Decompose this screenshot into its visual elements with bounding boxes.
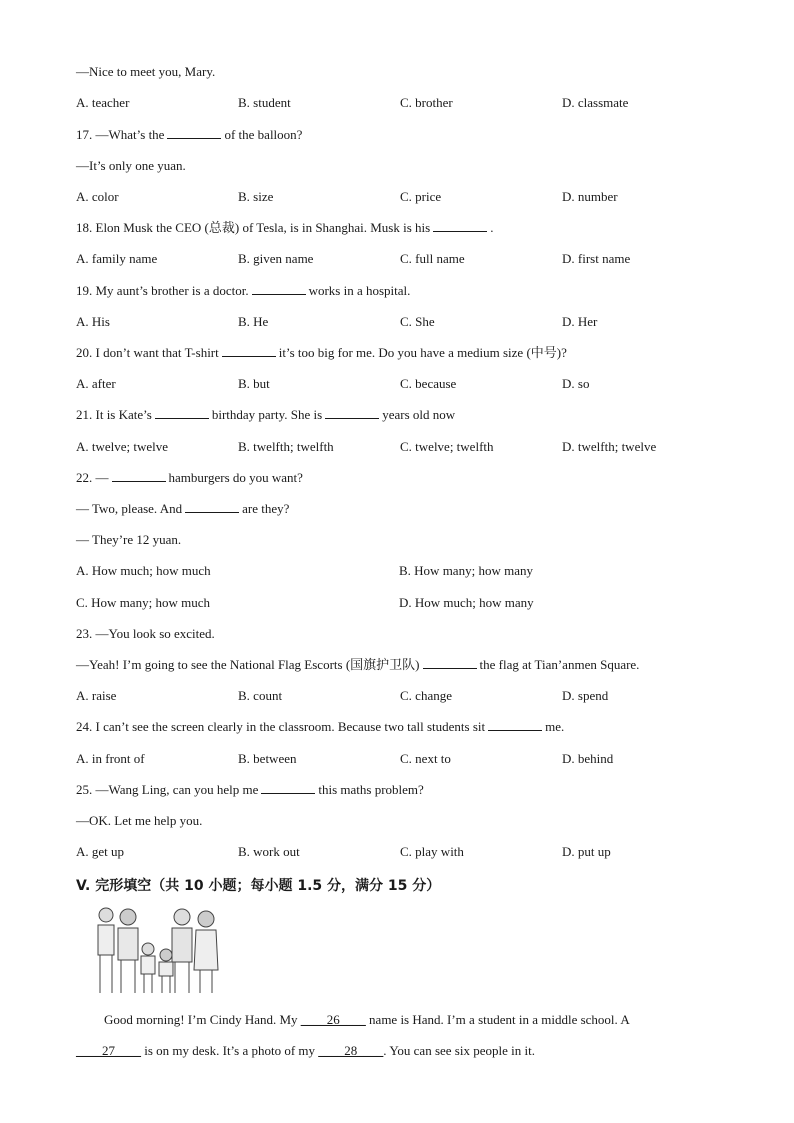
q18-options	[76, 251, 736, 267]
passage-l1-pre: Good morning! I’m Cindy Hand. My	[104, 1012, 301, 1027]
q19-blank	[252, 283, 306, 295]
q19-text-post: works in a hospital.	[308, 283, 411, 298]
q22-blank-1	[112, 470, 166, 482]
q19-options	[76, 314, 736, 330]
q19-question	[76, 283, 410, 299]
blank-28: ____28____	[318, 1043, 384, 1058]
q17-option-a[interactable]: A. color	[76, 189, 119, 204]
q25-text-pre: 25. —Wang Ling, can you help me	[76, 782, 259, 797]
q21-option-d[interactable]: D. twelfth; twelve	[562, 439, 657, 454]
q25-option-d[interactable]: D. put up	[562, 844, 611, 859]
q24-text-post: me.	[545, 719, 565, 734]
q25-option-a[interactable]: A. get up	[76, 844, 125, 859]
q23-option-a[interactable]: A. raise	[76, 688, 117, 703]
section-v-heading: V. 完形填空（共 10 小题；每小题 1.5 分，满分 15 分）	[76, 878, 441, 894]
q22-option-b[interactable]: B. How many; how many	[399, 563, 533, 578]
passage-line-2	[76, 1043, 535, 1059]
q17-text-post: of the balloon?	[224, 127, 303, 142]
q22-question	[76, 470, 303, 486]
passage-l2-post: . You can see six people in it.	[383, 1043, 535, 1058]
blank-27: ____27____	[76, 1043, 141, 1058]
q20-text-post: it’s too big for me. Do you have a medium size (中号)?	[278, 345, 567, 360]
q17-option-d[interactable]: D. number	[562, 189, 618, 204]
q24-option-b[interactable]: B. between	[238, 751, 297, 766]
q20-option-d[interactable]: D. so	[562, 376, 590, 391]
q21-option-c[interactable]: C. twelve; twelfth	[400, 439, 494, 454]
q17-options	[76, 189, 736, 205]
q24-question	[76, 719, 564, 735]
q16-reply: —Nice to meet you, Mary.	[76, 64, 216, 79]
q22-reply-2: — They’re 12 yuan.	[76, 532, 182, 547]
q21-blank-2	[325, 407, 379, 419]
q23-options	[76, 688, 736, 704]
q23-option-b[interactable]: B. count	[238, 688, 283, 703]
q17-text-pre: 17. —What’s the	[76, 127, 165, 142]
q18-option-b[interactable]: B. given name	[238, 251, 314, 266]
q24-option-a[interactable]: A. in front of	[76, 751, 145, 766]
q21-text-pre: 21. It is Kate’s	[76, 407, 152, 422]
q23-reply-post: the flag at Tian’anmen Square.	[479, 657, 640, 672]
q22-reply1-post: are they?	[242, 501, 290, 516]
family-photo-illustration	[92, 905, 220, 997]
blank-26: ____26____	[300, 1012, 366, 1027]
q16-option-b[interactable]: B. student	[238, 95, 291, 110]
q23-reply	[76, 657, 639, 673]
q24-text-pre: 24. I can’t see the screen clearly in the classroom. Because two tall students sit	[76, 719, 486, 734]
q22-option-c[interactable]: C. How many; how much	[76, 595, 210, 610]
q20-text-pre: 20. I don’t want that T-shirt	[76, 345, 219, 360]
passage-line-1	[104, 1012, 630, 1028]
q21-option-a[interactable]: A. twelve; twelve	[76, 439, 169, 454]
q22-option-d[interactable]: D. How much; how many	[399, 595, 534, 610]
q16-option-d[interactable]: D. classmate	[562, 95, 629, 110]
q24-option-d[interactable]: D. behind	[562, 751, 614, 766]
q22-blank-2	[185, 501, 239, 513]
q18-option-c[interactable]: C. full name	[400, 251, 465, 266]
q25-option-c[interactable]: C. play with	[400, 844, 464, 859]
q16-options	[76, 95, 736, 111]
q17-question	[76, 127, 302, 143]
q19-option-a[interactable]: A. His	[76, 314, 110, 329]
q24-options	[76, 751, 736, 767]
q24-option-c[interactable]: C. next to	[400, 751, 451, 766]
q20-blank	[222, 345, 276, 357]
q20-option-c[interactable]: C. because	[400, 376, 457, 391]
q23-option-d[interactable]: D. spend	[562, 688, 609, 703]
q20-question	[76, 345, 567, 361]
q22-option-a[interactable]: A. How much; how much	[76, 563, 211, 578]
q25-option-b[interactable]: B. work out	[238, 844, 300, 859]
q25-options	[76, 844, 736, 860]
q17-reply: —It’s only one yuan.	[76, 158, 186, 173]
passage-l1-post: name is Hand. I’m a student in a middle school. A	[365, 1012, 630, 1027]
q18-text-pre: 18. Elon Musk the CEO (总裁) of Tesla, is in Shanghai. Musk is his	[76, 220, 431, 235]
q25-reply: —OK. Let me help you.	[76, 813, 203, 828]
q22-text-pre: 22. —	[76, 470, 109, 485]
q22-reply-1	[76, 501, 289, 517]
q21-text-post: years old now	[382, 407, 456, 422]
q17-option-b[interactable]: B. size	[238, 189, 274, 204]
q22-text-post: hamburgers do you want?	[168, 470, 303, 485]
q25-text-post: this maths problem?	[318, 782, 424, 797]
q16-option-a[interactable]: A. teacher	[76, 95, 130, 110]
q21-options	[76, 439, 736, 455]
q19-option-c[interactable]: C. She	[400, 314, 435, 329]
q18-blank	[433, 220, 487, 232]
q21-question	[76, 407, 455, 423]
q22-reply1-pre: — Two, please. And	[76, 501, 183, 516]
q20-option-b[interactable]: B. but	[238, 376, 270, 391]
passage-l2-mid: is on my desk. It’s a photo of my	[141, 1043, 319, 1058]
q18-option-a[interactable]: A. family name	[76, 251, 158, 266]
q24-blank	[488, 719, 542, 731]
q23-blank	[423, 657, 477, 669]
q25-question	[76, 782, 424, 798]
q17-option-c[interactable]: C. price	[400, 189, 442, 204]
q20-options	[76, 376, 736, 392]
q18-question	[76, 220, 493, 236]
q21-blank-1	[155, 407, 209, 419]
q23-question: 23. —You look so excited.	[76, 626, 215, 641]
q21-text-mid: birthday party. She is	[211, 407, 323, 422]
q18-text-post: .	[490, 220, 494, 235]
q25-blank	[261, 782, 315, 794]
q18-option-d[interactable]: D. first name	[562, 251, 631, 266]
q16-option-c[interactable]: C. brother	[400, 95, 453, 110]
q17-blank	[167, 127, 221, 139]
q23-reply-pre: —Yeah! I’m going to see the National Flag Escorts (国旗护卫队)	[76, 657, 420, 672]
q19-option-b[interactable]: B. He	[238, 314, 269, 329]
q19-text-pre: 19. My aunt’s brother is a doctor.	[76, 283, 249, 298]
q19-option-d[interactable]: D. Her	[562, 314, 598, 329]
q20-option-a[interactable]: A. after	[76, 376, 116, 391]
q21-option-b[interactable]: B. twelfth; twelfth	[238, 439, 334, 454]
q22-options-row2	[76, 595, 736, 611]
q23-option-c[interactable]: C. change	[400, 688, 452, 703]
q22-options-row1	[76, 563, 736, 579]
